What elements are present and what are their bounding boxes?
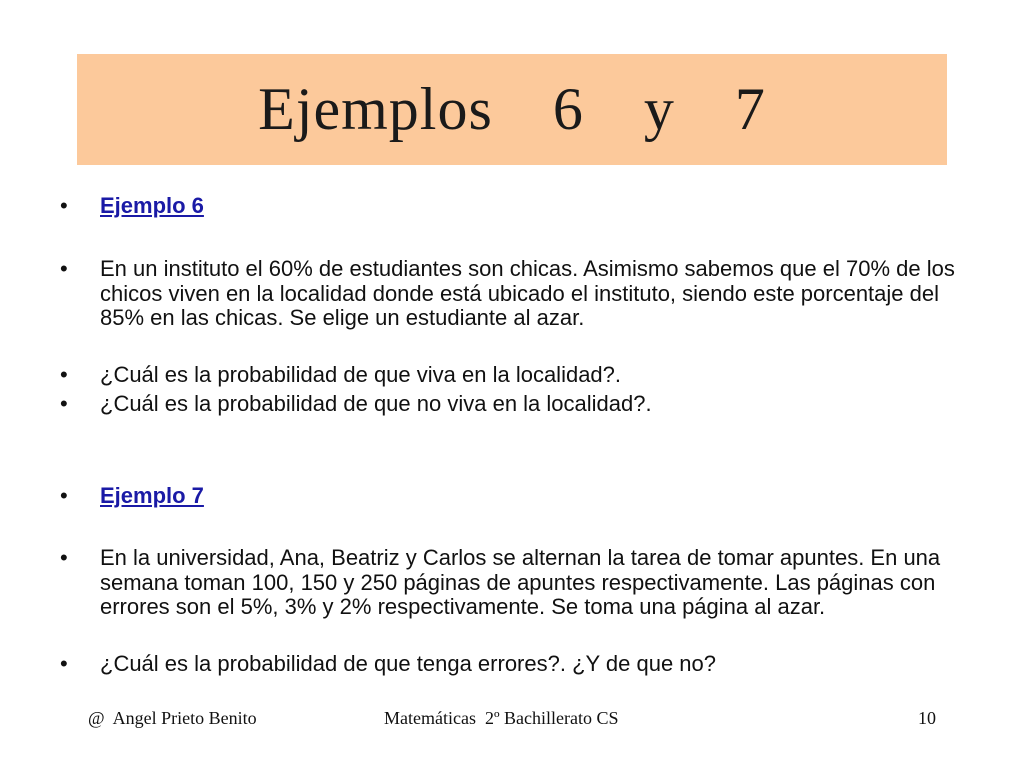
bullet-ejemplo-6-heading — [60, 194, 970, 219]
ejemplo-6-question-2: ¿Cuál es la probabilidad de que no viva en la localidad?. — [100, 391, 652, 416]
bullet-dot: • — [60, 545, 68, 570]
bullet-dot: • — [60, 362, 68, 387]
ejemplo-7-statement: En la universidad, Ana, Beatriz y Carlos se alternan la tarea de tomar apuntes. En una semana toman 100, 150 y 250 páginas de apuntes respectivamente. Las páginas con errores son el 5%, 3% y 2% respectivamente. Se toma una página al azar. — [100, 545, 941, 619]
title-banner — [77, 54, 947, 165]
footer-page-number: 10 — [918, 708, 936, 728]
bullet-dot: • — [60, 193, 68, 218]
bullet-dot: • — [60, 256, 68, 281]
bullet-ejemplo-7-question-1 — [60, 652, 970, 677]
ejemplo-7-link[interactable]: Ejemplo 7 — [100, 483, 204, 508]
slide-title: Ejemplos 6 y 7 — [258, 76, 766, 142]
bullet-ejemplo-6-question-1 — [60, 363, 970, 388]
bullet-ejemplo-7-heading — [60, 484, 970, 509]
bullet-dot: • — [60, 391, 68, 416]
ejemplo-7-question-1: ¿Cuál es la probabilidad de que tenga errores?. ¿Y de que no? — [100, 651, 717, 676]
ejemplo-6-question-1: ¿Cuál es la probabilidad de que viva en la localidad?. — [100, 362, 622, 387]
bullet-dot: • — [60, 651, 68, 676]
bullet-dot: • — [60, 483, 68, 508]
footer-author: @ Angel Prieto Benito — [88, 708, 257, 728]
footer-course: Matemáticas 2º Bachillerato CS — [384, 708, 619, 728]
ejemplo-6-statement: En un instituto el 60% de estudiantes son chicas. Asimismo sabemos que el 70% de los chicos viven en la localidad donde está ubicado el instituto, siendo este porcentaje del 85% en las chicas. Se elige un estudiante al azar. — [100, 256, 955, 330]
ejemplo-6-link[interactable]: Ejemplo 6 — [100, 193, 204, 218]
bullet-ejemplo-6-statement — [60, 257, 970, 331]
bullet-ejemplo-6-question-2 — [60, 392, 970, 417]
bullet-ejemplo-7-statement — [60, 546, 970, 620]
